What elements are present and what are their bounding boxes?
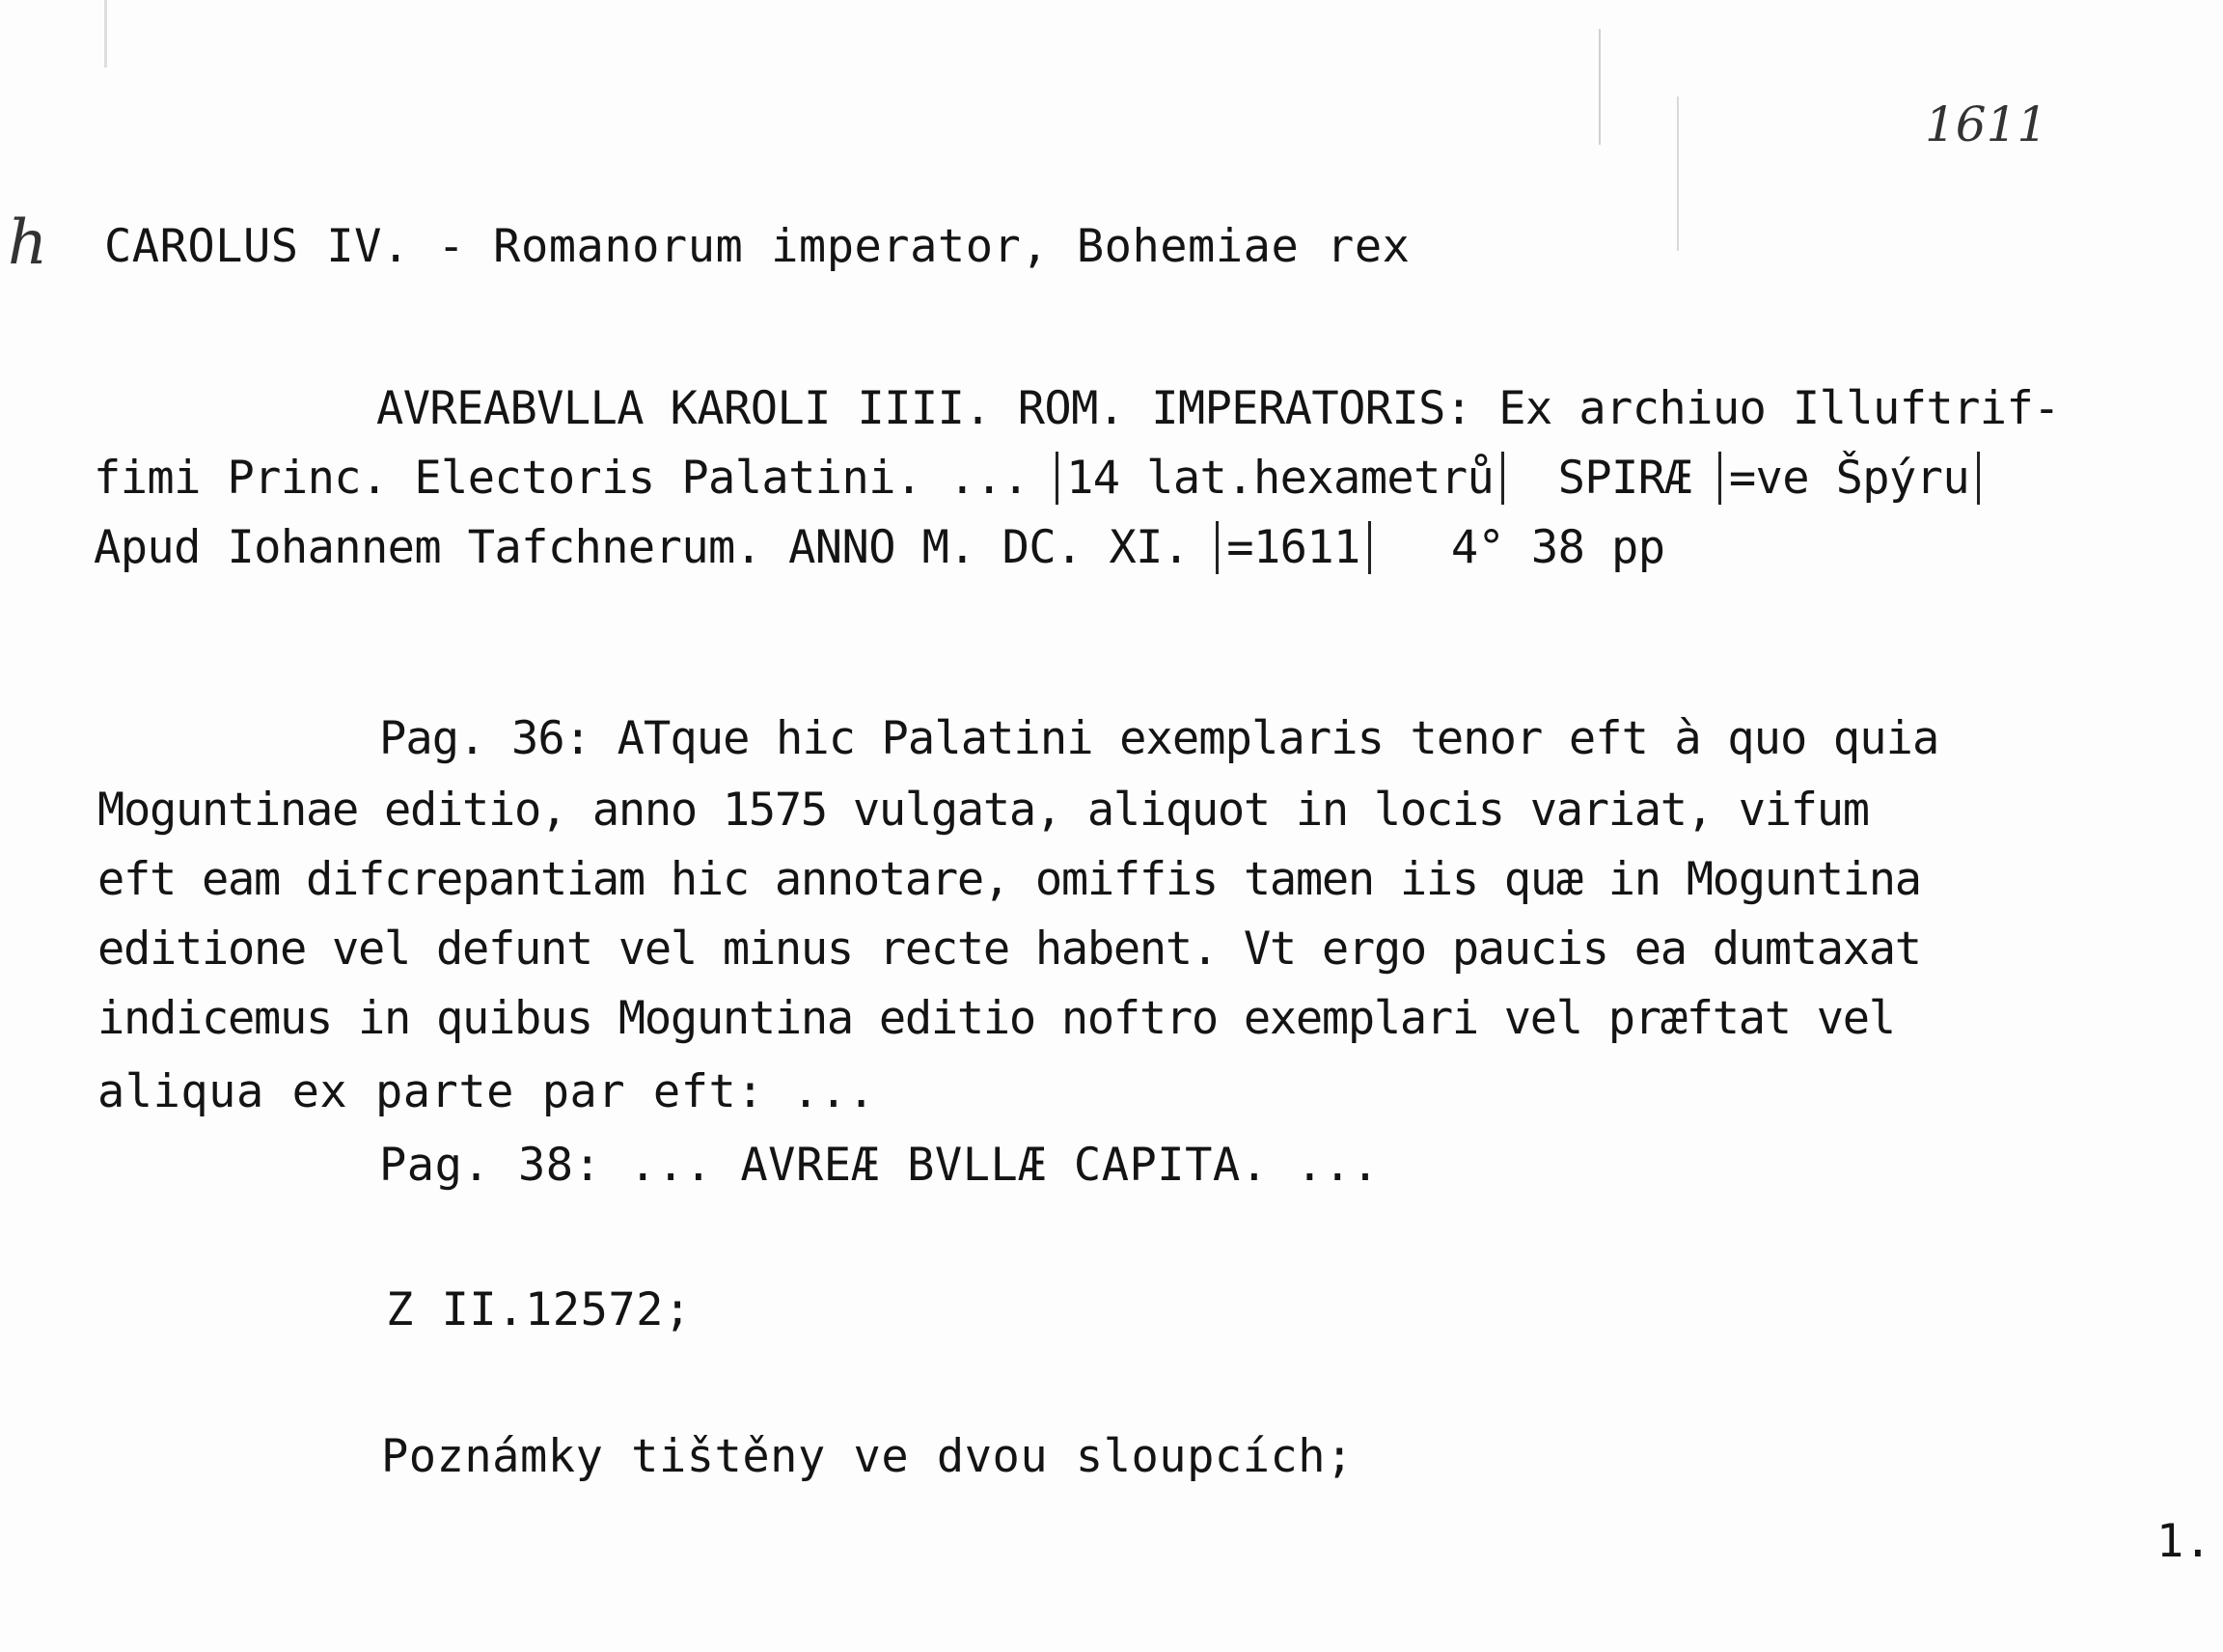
note-line: Poznámky tištěny ve dvou sloupcích; <box>381 1430 1354 1483</box>
handwritten-year-note: 1611 <box>1925 96 2048 152</box>
page-number: 1. <box>2156 1515 2212 1568</box>
scan-mark <box>104 0 107 68</box>
handwritten-margin-mark: h <box>8 207 48 279</box>
excerpt-line: eft eam difcrepantiam hic annotare, omiffis tamen iis quæ in Moguntina <box>97 853 1921 906</box>
scan-mark <box>1599 29 1601 145</box>
title-line-2 <box>94 452 1980 506</box>
scan-mark <box>1677 96 1679 251</box>
title-line-2-text: fimi Princ. Electoris Palatini. ... <box>94 452 1057 505</box>
format-pages: 4° 38 pp <box>1370 521 1665 574</box>
card-heading: CAROLUS IV. - Romanorum imperator, Bohemiae rex <box>104 220 1411 273</box>
excerpt-line: Pag. 36: ATque hic Palatini exemplaris tenor eft à quo quia <box>379 712 1939 765</box>
title-line-3 <box>94 521 1664 575</box>
year-note: =1611 <box>1216 521 1370 574</box>
shelfmark: Z II.12572; <box>386 1283 692 1336</box>
title-line-3-text: Apud Iohannem Tafchnerum. ANNO M. DC. XI. <box>94 521 1217 574</box>
title-line-1: AVREABVLLA KAROLI IIII. ROM. IMPERATORIS: Ex archiuo Illuftrif- <box>376 382 2060 435</box>
excerpt-line: aliqua ex parte par eft: ... <box>97 1065 876 1118</box>
excerpt-line: indicemus in quibus Moguntina editio noftro exemplari vel præftat vel <box>97 992 1895 1045</box>
place-note: =ve Špýru <box>1718 452 1980 505</box>
pag38-line: Pag. 38: ... AVREÆ BVLLÆ CAPITA. ... <box>379 1139 1380 1192</box>
excerpt-line: editione vel defunt vel minus recte habent. Vt ergo paucis ea dumtaxat <box>97 922 1921 976</box>
imprint-place: SPIRÆ <box>1504 452 1718 505</box>
excerpt-line: Moguntinae editio, anno 1575 vulgata, aliquot in locis variat, vifum <box>97 784 1869 837</box>
metre-note: 14 lat.hexametrů <box>1056 452 1504 505</box>
